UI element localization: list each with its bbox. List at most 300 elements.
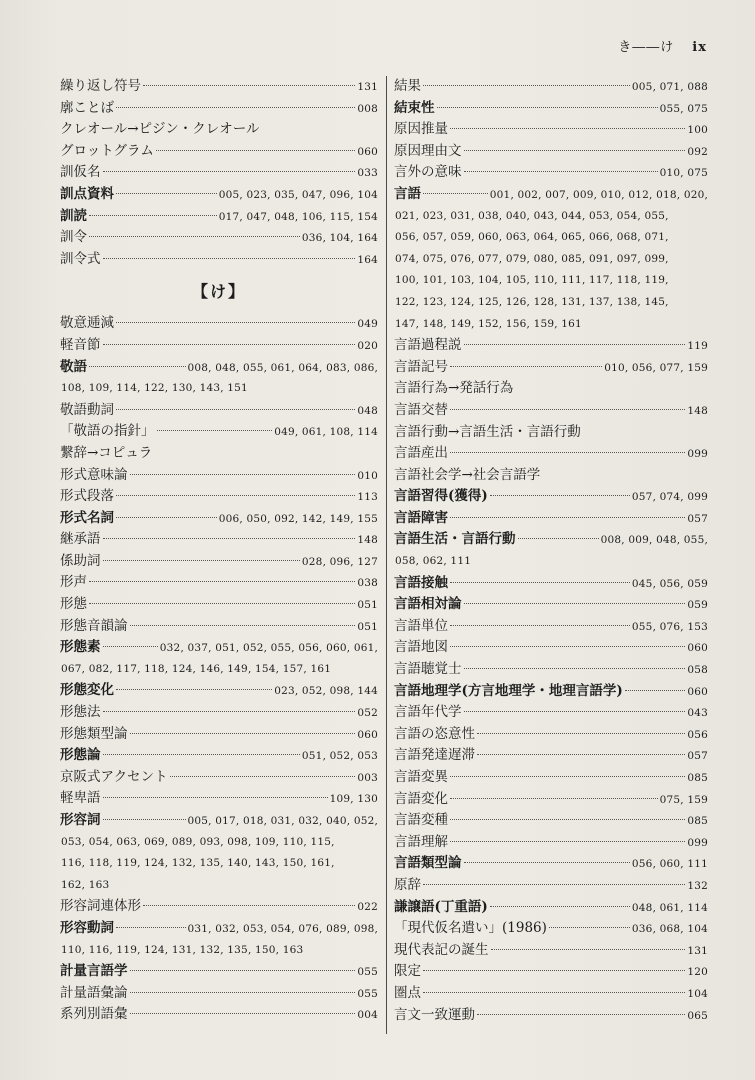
- entry-term: 軽卑語: [60, 790, 101, 807]
- entry-term: グロットグラム: [60, 142, 154, 159]
- entry-page-refs: 085: [687, 815, 708, 828]
- entry-page-refs: 057: [687, 512, 708, 525]
- entry-term: 軽音節: [60, 336, 101, 353]
- leader-dots: [103, 258, 356, 259]
- entry-page-refs: 060: [687, 685, 708, 698]
- entry-term: 形容詞: [60, 812, 101, 828]
- header-range: き――け: [618, 40, 675, 55]
- leader-dots: [423, 992, 685, 993]
- entry-page-refs: 036, 104, 164: [301, 232, 378, 245]
- leader-dots: [625, 690, 686, 691]
- index-entry: [60, 572, 378, 594]
- entry-page-refs: 020: [357, 339, 378, 352]
- column-divider: [386, 76, 387, 1034]
- leader-dots: [103, 560, 300, 561]
- leader-dots: [490, 495, 630, 496]
- entry-page-refs-continued: 058, 062, 111: [395, 555, 472, 568]
- entry-page-refs-continued: 100, 101, 103, 104, 105, 110, 111, 117, 118, 119,: [395, 274, 669, 287]
- leader-dots: [450, 819, 685, 820]
- leader-dots: [491, 949, 686, 950]
- page-number: ix: [692, 40, 707, 55]
- entry-page-refs: 052: [357, 707, 378, 720]
- leader-dots: [143, 905, 355, 906]
- entry-term: 繰り返し符号: [60, 78, 141, 94]
- entry-term: 言語単位: [394, 617, 448, 634]
- entry-term: 言語変化: [394, 790, 448, 807]
- entry-page-refs: 048, 061, 114: [631, 901, 708, 914]
- entry-term: 敬語: [60, 358, 87, 375]
- entry-page-refs-continued: 162, 163: [61, 878, 110, 891]
- index-entry: [60, 227, 378, 249]
- leader-dots: [116, 495, 355, 496]
- leader-dots: [464, 344, 686, 345]
- right-entries: [394, 76, 708, 1026]
- index-entry: [60, 724, 378, 746]
- entry-page-refs: 060: [357, 728, 378, 741]
- entry-term: 廓ことば: [60, 99, 114, 116]
- leader-dots: [450, 409, 685, 410]
- leader-dots: [450, 625, 630, 626]
- entry-term: 形式名詞: [60, 509, 114, 526]
- index-entry: [394, 573, 708, 595]
- index-entry: [60, 637, 378, 659]
- left-column: [60, 76, 378, 1026]
- entry-term: 言語年代学: [394, 704, 462, 721]
- index-entry: [394, 918, 708, 940]
- index-entry: [60, 1004, 378, 1026]
- index-entry: [60, 184, 378, 206]
- entry-page-refs: 010, 075: [659, 167, 708, 180]
- index-entry: [394, 594, 708, 616]
- index-entry: [394, 486, 708, 508]
- entry-page-refs: 031, 032, 053, 054, 076, 089, 098,: [187, 922, 378, 935]
- entry-page-refs: 131: [687, 944, 708, 957]
- entry-page-refs: 055: [357, 966, 378, 979]
- leader-dots: [130, 992, 356, 993]
- leader-dots: [116, 409, 355, 410]
- index-entry: [60, 162, 378, 184]
- entry-page-refs: 005, 023, 035, 047, 096, 104: [218, 188, 378, 201]
- index-entry: [394, 443, 708, 465]
- index-entry: [394, 1005, 708, 1027]
- index-entry: [394, 832, 708, 854]
- entry-term: 言語の恣意性: [394, 725, 475, 742]
- entry-term: 言語社会学→社会言語学: [394, 466, 541, 483]
- entry-term: 係助詞: [60, 552, 101, 569]
- leader-dots: [89, 366, 186, 367]
- running-header: [618, 36, 707, 55]
- leader-dots: [103, 797, 328, 798]
- entry-term: 現代表記の誕生: [394, 941, 489, 958]
- entry-term: 言語地理学(方言地理学・地理言語学): [394, 682, 623, 699]
- entry-term: 原辞: [394, 876, 421, 893]
- entry-page-refs: 058: [687, 664, 708, 677]
- leader-dots: [450, 517, 685, 518]
- index-entry: [60, 810, 378, 832]
- entry-term: 結束性: [394, 99, 435, 116]
- index-entry: [60, 313, 378, 335]
- entry-term: 言語理解: [394, 833, 448, 850]
- leader-dots: [518, 538, 599, 539]
- leader-dots: [450, 776, 685, 777]
- index-entry: [394, 810, 708, 832]
- index-entry: [394, 465, 708, 487]
- index-entry: [60, 508, 378, 530]
- entry-term: 形態素: [60, 639, 101, 656]
- entry-page-refs: 038: [357, 577, 378, 590]
- leader-dots: [116, 322, 355, 323]
- index-entry: [394, 357, 708, 379]
- leader-dots: [116, 927, 186, 928]
- leader-dots: [103, 646, 158, 647]
- entry-term: クレオール→ピジン・クレオール: [60, 121, 260, 138]
- entry-term: 言語聴覚士: [394, 661, 462, 678]
- left-bottom-entries: [60, 313, 378, 1026]
- leader-dots: [423, 193, 488, 194]
- entry-page-refs: 099: [687, 448, 708, 461]
- entry-page-refs: 051, 052, 053: [301, 750, 378, 763]
- index-entry: [60, 249, 378, 271]
- entry-term: 言語交替: [394, 401, 448, 418]
- entry-term: 言語: [394, 185, 421, 202]
- entry-page-refs-continued: 116, 118, 119, 124, 132, 135, 140, 143, 150, 161,: [61, 857, 335, 870]
- leader-dots: [130, 474, 356, 475]
- entry-page-refs: 023, 052, 098, 144: [274, 685, 378, 698]
- index-entry: [60, 702, 378, 724]
- entry-page-refs: 008, 009, 048, 055,: [600, 534, 708, 547]
- leader-dots: [130, 970, 356, 971]
- entry-page-refs: 017, 047, 048, 106, 115, 154: [218, 210, 378, 223]
- entry-page-refs: 055: [357, 987, 378, 1000]
- entry-page-refs: 148: [357, 534, 378, 547]
- leader-dots: [103, 819, 186, 820]
- leader-dots: [450, 798, 658, 799]
- index-entry: [60, 616, 378, 638]
- entry-page-refs: 056, 060, 111: [631, 858, 708, 871]
- entry-term: 京阪式アクセント: [60, 768, 168, 785]
- leader-dots: [450, 128, 685, 129]
- index-entry: [394, 637, 708, 659]
- index-entry: [60, 465, 378, 487]
- index-entry: [60, 400, 378, 422]
- entry-page-refs: 043: [687, 707, 708, 720]
- leader-dots: [464, 603, 686, 604]
- leader-dots: [116, 689, 272, 690]
- leader-dots: [116, 107, 355, 108]
- entry-term: 計量言語学: [60, 963, 128, 980]
- index-entry: [60, 680, 378, 702]
- entry-page-refs-continued: 108, 109, 114, 122, 130, 143, 151: [61, 382, 248, 395]
- entry-term: 形態論: [60, 747, 101, 764]
- left-top-entries: [60, 76, 378, 270]
- index-entry: [60, 767, 378, 789]
- entry-term: 敬意逓減: [60, 315, 114, 332]
- index-entry: [60, 918, 378, 940]
- index-entry: [60, 119, 378, 141]
- entry-term: 言語接触: [394, 574, 448, 591]
- section-heading-ke: 【け】: [191, 282, 246, 302]
- entry-term: 形式意味論: [60, 466, 128, 483]
- leader-dots: [89, 603, 355, 604]
- leader-dots: [89, 215, 217, 216]
- entry-term: 形態音韻論: [60, 617, 128, 634]
- entry-term: 形式段落: [60, 488, 114, 505]
- entry-term: 言語地図: [394, 639, 448, 656]
- entry-term: 限定: [394, 963, 421, 980]
- index-entry: [394, 508, 708, 530]
- index-entry: [60, 529, 378, 551]
- entry-page-refs-continued: 021, 023, 031, 038, 040, 043, 044, 053, 054, 055,: [395, 209, 669, 222]
- index-entry: [394, 422, 708, 444]
- entry-page-refs: 119: [687, 340, 708, 353]
- leader-dots: [490, 906, 630, 907]
- index-entry: [60, 745, 378, 767]
- entry-term: 系列別語彙: [60, 1006, 128, 1023]
- index-entry: [60, 335, 378, 357]
- entry-term: 圏点: [394, 984, 421, 1001]
- entry-page-refs: 049, 061, 108, 114: [274, 426, 378, 439]
- entry-page-refs: 004: [357, 1009, 378, 1022]
- entry-term: 繋辞→コピュラ: [60, 444, 153, 461]
- index-entry: [394, 659, 708, 681]
- entry-page-refs: 065: [687, 1009, 708, 1022]
- leader-dots: [103, 171, 356, 172]
- index-entry: [60, 357, 378, 379]
- entry-page-refs: 060: [357, 145, 378, 158]
- entry-page-refs: 059: [687, 599, 708, 612]
- index-entry: [394, 400, 708, 422]
- leader-dots: [170, 776, 356, 777]
- index-entry: [394, 853, 708, 875]
- leader-dots: [450, 841, 685, 842]
- entry-term: 結果: [394, 78, 421, 94]
- entry-page-refs: 005, 017, 018, 031, 032, 040, 052,: [187, 815, 378, 827]
- leader-dots: [477, 754, 685, 755]
- entry-term: 継承語: [60, 531, 101, 548]
- entry-term: 形態: [60, 596, 87, 613]
- leader-dots: [103, 344, 356, 345]
- leader-dots: [103, 711, 356, 712]
- entry-page-refs: 056: [687, 728, 708, 741]
- index-entry: [394, 681, 708, 703]
- entry-term: 訓点資料: [60, 185, 114, 202]
- leader-dots: [89, 236, 300, 237]
- entry-page-refs: 033: [357, 167, 378, 180]
- index-entry: [60, 896, 378, 918]
- entry-page-refs: 109, 130: [329, 793, 378, 806]
- entry-page-refs: 131: [357, 81, 378, 93]
- entry-page-refs-continued: 110, 116, 119, 124, 131, 132, 135, 150, 163: [61, 943, 304, 956]
- entry-term: 言語変異: [394, 769, 448, 785]
- entry-page-refs: 005, 071, 088: [631, 81, 708, 93]
- entry-page-refs: 060: [687, 642, 708, 655]
- index-entry: [394, 141, 708, 163]
- index-entry: [60, 983, 378, 1005]
- entry-term: 言語変種: [394, 812, 448, 829]
- index-entry: [394, 983, 708, 1005]
- entry-term: 言語行動→言語生活・言語行動: [394, 423, 581, 440]
- index-entry: [60, 788, 378, 810]
- leader-dots: [103, 538, 356, 539]
- leader-dots: [157, 430, 273, 431]
- entry-page-refs: 045, 056, 059: [631, 577, 708, 590]
- leader-dots: [464, 711, 686, 712]
- entry-term: 訓仮名: [60, 164, 101, 181]
- entry-page-refs: 051: [357, 599, 378, 612]
- entry-term: 「敬語の指針」: [60, 423, 155, 440]
- entry-page-refs: 092: [687, 145, 708, 158]
- index-entry: [60, 594, 378, 616]
- entry-term: 言外の意味: [394, 164, 462, 181]
- entry-page-refs: 057: [687, 750, 708, 763]
- entry-page-refs: 132: [687, 879, 708, 892]
- entry-term: 訓令式: [60, 250, 101, 267]
- index-entry: [60, 486, 378, 508]
- entry-page-refs-continued: 147, 148, 149, 152, 156, 159, 161: [395, 317, 582, 330]
- entry-page-refs: 010: [357, 469, 378, 482]
- entry-term: 言語記号: [394, 358, 448, 375]
- leader-dots: [549, 927, 630, 928]
- entry-page-refs: 022: [357, 901, 378, 914]
- leader-dots: [130, 733, 356, 734]
- entry-page-refs-continued: 056, 057, 059, 060, 063, 064, 065, 066, 068, 071,: [395, 231, 669, 244]
- entry-page-refs-continued: 122, 123, 124, 125, 126, 128, 131, 137, 138, 145,: [395, 295, 669, 308]
- index-entry: [394, 961, 708, 983]
- entry-term: 言語発達遅滞: [394, 747, 475, 764]
- entry-page-refs: 049: [357, 318, 378, 331]
- index-entry: [394, 119, 708, 141]
- entry-term: 言語産出: [394, 445, 448, 462]
- index-entry: [60, 961, 378, 983]
- entry-page-refs: 008, 048, 055, 061, 064, 083, 086,: [187, 361, 378, 374]
- index-entry: [394, 875, 708, 897]
- entry-term: 形声: [60, 574, 87, 591]
- entry-page-refs: 075, 159: [659, 793, 708, 806]
- entry-page-refs: 085: [687, 772, 708, 784]
- index-entry: [394, 184, 708, 206]
- index-entry: [394, 335, 708, 357]
- index-entry: [394, 162, 708, 184]
- leader-dots: [450, 452, 685, 453]
- leader-dots: [464, 862, 630, 863]
- entry-page-refs: 113: [357, 491, 378, 504]
- entry-page-refs: 003: [357, 771, 378, 784]
- leader-dots: [450, 366, 602, 367]
- entry-page-refs: 001, 002, 007, 009, 010, 012, 018, 020,: [489, 188, 708, 201]
- entry-page-refs: 055, 076, 153: [631, 620, 708, 633]
- entry-page-refs: 008: [357, 102, 378, 115]
- index-entry: [60, 206, 378, 228]
- entry-term: 形態変化: [60, 682, 114, 699]
- index-entry: [394, 897, 708, 919]
- entry-term: 言語習得(獲得): [394, 488, 488, 505]
- entry-term: 言文一致運動: [394, 1006, 475, 1023]
- leader-dots: [437, 107, 658, 108]
- entry-page-refs-continued: 067, 082, 117, 118, 124, 146, 149, 154, 157, 161: [61, 662, 332, 675]
- index-entry: [60, 98, 378, 120]
- leader-dots: [130, 625, 356, 626]
- entry-term: 謙譲語(丁重語): [394, 898, 488, 915]
- index-entry: [394, 378, 708, 400]
- entry-term: 言語類型論: [394, 855, 462, 872]
- entry-page-refs: 099: [687, 836, 708, 849]
- entry-page-refs: 148: [687, 404, 708, 417]
- index-entry: [60, 421, 378, 443]
- entry-term: 形態法: [60, 704, 101, 721]
- index-entry: [394, 745, 708, 767]
- entry-term: 原因推量: [394, 121, 448, 138]
- entry-page-refs: 120: [687, 966, 708, 979]
- entry-term: 言語相対論: [394, 596, 462, 613]
- index-entry: [394, 76, 708, 98]
- entry-page-refs: 100: [687, 124, 708, 137]
- entry-term: 「現代仮名遣い」(1986): [394, 920, 547, 937]
- index-entry: [394, 724, 708, 746]
- index-entry: [394, 767, 708, 789]
- entry-page-refs: 010, 056, 077, 159: [604, 361, 708, 374]
- entry-page-refs: 051: [357, 620, 378, 633]
- leader-dots: [423, 884, 685, 885]
- index-entry: [60, 76, 378, 98]
- entry-term: 言語行為→発話行為: [394, 380, 514, 397]
- entry-page-refs: 055, 075: [659, 102, 708, 115]
- entry-page-refs-continued: 053, 054, 063, 069, 089, 093, 098, 109, 110, 115,: [61, 835, 335, 848]
- leader-dots: [464, 668, 686, 669]
- right-column: [394, 76, 708, 1026]
- entry-page-refs: 057, 074, 099: [631, 491, 708, 504]
- leader-dots: [116, 517, 217, 518]
- leader-dots: [423, 85, 630, 86]
- entry-term: 原因理由文: [394, 142, 462, 159]
- leader-dots: [464, 171, 658, 172]
- index-entry: [394, 940, 708, 962]
- leader-dots: [477, 1014, 685, 1015]
- entry-page-refs: 032, 037, 051, 052, 055, 056, 060, 061,: [159, 642, 378, 655]
- index-entry: [394, 702, 708, 724]
- entry-page-refs: 028, 096, 127: [301, 555, 378, 568]
- leader-dots: [423, 970, 685, 971]
- leader-dots: [103, 754, 300, 755]
- entry-page-refs: 048: [357, 404, 378, 417]
- entry-page-refs-continued: 074, 075, 076, 077, 079, 080, 085, 091, 097, 099,: [395, 252, 669, 265]
- leader-dots: [116, 193, 217, 194]
- entry-term: 訓令: [60, 229, 87, 246]
- leader-dots: [130, 1013, 356, 1014]
- leader-dots: [143, 85, 355, 86]
- index-entry: [394, 98, 708, 120]
- entry-page-refs: 104: [687, 987, 708, 1000]
- leader-dots: [156, 150, 356, 151]
- leader-dots: [450, 582, 630, 583]
- index-entry: [394, 616, 708, 638]
- index-entry: [60, 141, 378, 163]
- entry-term: 形容詞連体形: [60, 898, 141, 915]
- leader-dots: [464, 150, 686, 151]
- entry-page-refs: 164: [357, 253, 378, 266]
- leader-dots: [450, 646, 685, 647]
- entry-term: 計量語彙論: [60, 984, 128, 1001]
- index-entry: [60, 443, 378, 465]
- index-entry: [60, 551, 378, 573]
- leader-dots: [477, 733, 685, 734]
- entry-page-refs: 006, 050, 092, 142, 149, 155: [218, 512, 378, 525]
- index-entry: [394, 789, 708, 811]
- entry-term: 言語障害: [394, 509, 448, 526]
- entry-term: 言語過程説: [394, 337, 462, 354]
- entry-page-refs: 036, 068, 104: [631, 923, 708, 936]
- leader-dots: [89, 581, 355, 582]
- entry-term: 形態類型論: [60, 725, 128, 742]
